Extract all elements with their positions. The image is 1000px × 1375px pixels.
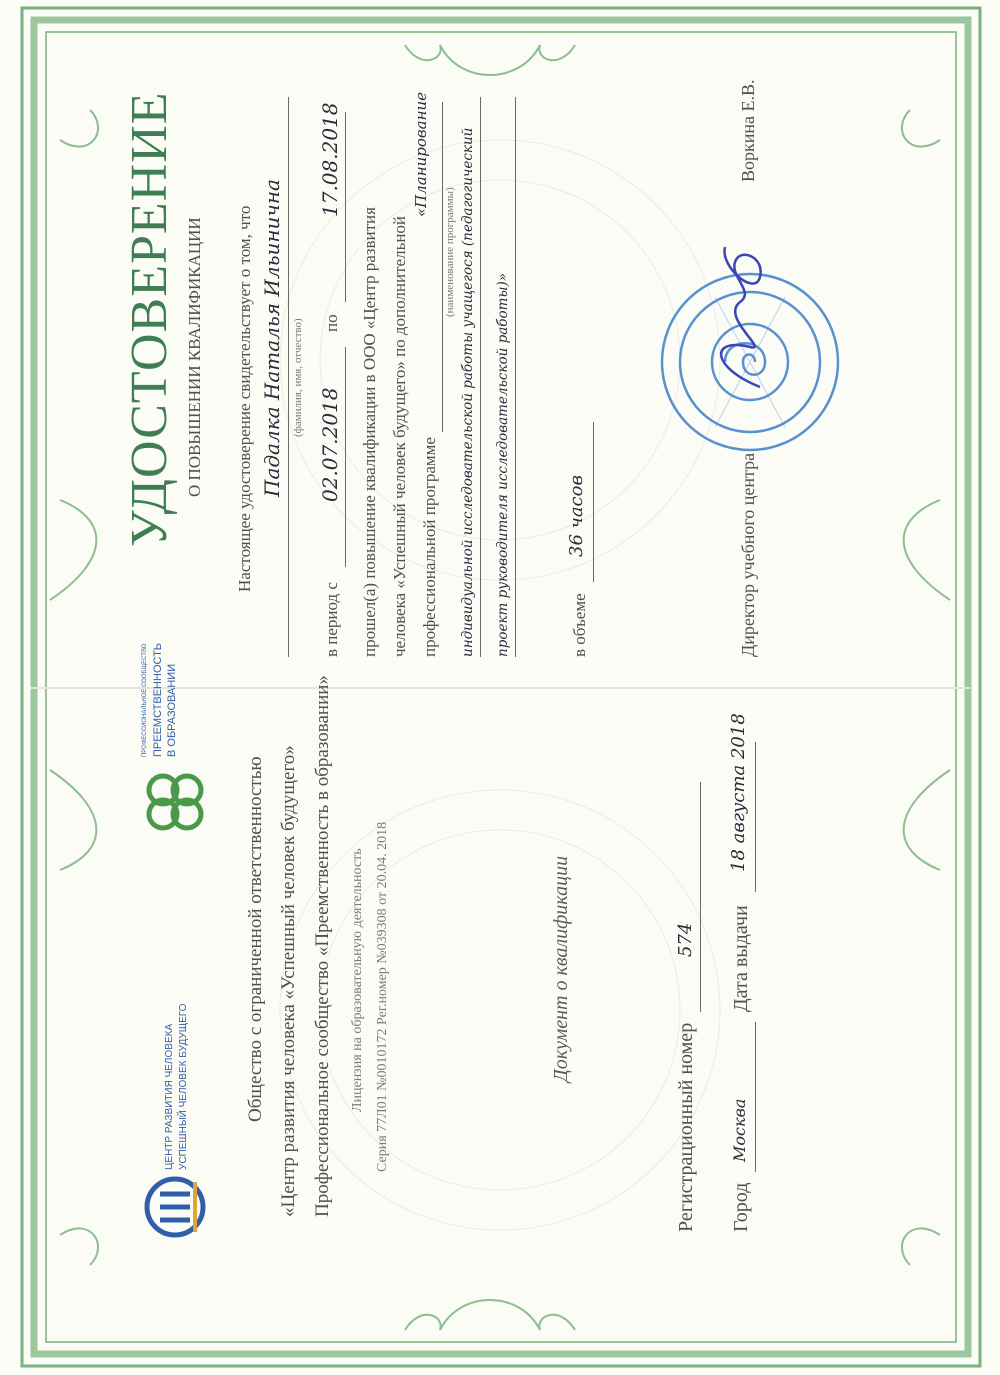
program-line1	[480, 97, 481, 657]
document-type: Документ о квалификации	[550, 855, 572, 1082]
program-line0	[442, 102, 443, 432]
certificate-subtitle: О ПОВЫШЕНИИ КВАЛИФИКАЦИИ	[185, 217, 204, 497]
period-from-value: 02.07.2018	[318, 387, 342, 502]
period-label: в период с	[322, 582, 341, 657]
period-to-line	[345, 112, 346, 302]
intro-text: Настоящее удостоверение свидетельствует о том, что	[235, 205, 254, 592]
period-to-label: по	[322, 314, 341, 332]
name-caption: (фамилия, имя, отчество)	[292, 318, 304, 437]
org-brand-line1: ЦЕНТР РАЗВИТИЯ ЧЕЛОВЕКА	[164, 1023, 175, 1170]
partner-line2: ПРЕЕМСТВЕННОСТЬ	[152, 642, 164, 757]
reg-number-line	[700, 782, 701, 1012]
city-value: Москва	[730, 1098, 749, 1162]
license-line1: Лицензия на образовательную деятельность	[350, 848, 365, 1112]
partner-line1: ПРОФЕССИОНАЛЬНОЕ СООБЩЕСТВО	[142, 643, 148, 757]
director-label: Директор учебного центра	[738, 452, 758, 657]
rotated-document	[60, 62, 940, 1312]
issue-date-value: 18 августа 2018	[728, 713, 749, 872]
volume-line	[593, 422, 594, 582]
reg-number-value: 574	[675, 922, 696, 957]
org-line1: Общество с ограниченной ответственностью	[245, 756, 266, 1122]
body-line1: прошел(а) повышение квалификации в ООО «Центр развития	[360, 207, 379, 657]
name-line	[288, 97, 289, 657]
org-brand-line2: УСПЕШНЫЙ ЧЕЛОВЕК БУДУЩЕГО	[178, 1003, 189, 1170]
city-label: Город	[730, 1182, 752, 1232]
partner-line3: В ОБРАЗОВАНИИ	[166, 663, 178, 757]
license-line2: Серия 77Л01 №0010172 Рег.номер №039308 от 20.04. 2018	[375, 821, 390, 1172]
issue-date-label: Дата выдачи	[730, 905, 752, 1012]
body-line2: человека «Успешный человек будущего» по дополнительной	[390, 215, 409, 657]
city-line	[755, 1022, 756, 1172]
certificate-body	[60, 62, 940, 687]
period-from-line	[345, 347, 346, 567]
name-value: Падалка Наталья Ильинична	[260, 179, 284, 497]
program-line2-value: проект руководителя исследовательской работы)»	[495, 273, 511, 657]
director-signature-icon	[700, 237, 790, 397]
program-caption: (наименование программы)	[444, 187, 456, 317]
crc-logo-icon	[140, 1172, 210, 1242]
reg-number-label: Регистрационный номер	[675, 1022, 697, 1232]
issuer-panel	[60, 642, 940, 1312]
volume-label: в объеме	[570, 593, 589, 657]
period-to-value: 17.08.2018	[318, 102, 342, 217]
volume-value: 36 часов	[566, 475, 587, 557]
issue-date-line	[755, 742, 756, 892]
certificate-title: УДОСТОВЕРЕНИЕ	[121, 91, 178, 547]
org-line2: «Центр развития человека «Успешный человек будущего»	[278, 745, 299, 1217]
program-line2	[515, 97, 516, 657]
org-line3: Профессиональное сообщество «Преемственность в образовании»	[312, 675, 333, 1217]
director-name: Воркина Е.В.	[738, 79, 758, 182]
body-line3: профессиональной программе	[420, 437, 439, 657]
clover-logo-icon	[135, 762, 215, 842]
program-line1-value: индивидуальной исследовательской работы учащегося (педагогический	[460, 127, 476, 657]
program-line0-value: «Планирование	[412, 91, 430, 217]
